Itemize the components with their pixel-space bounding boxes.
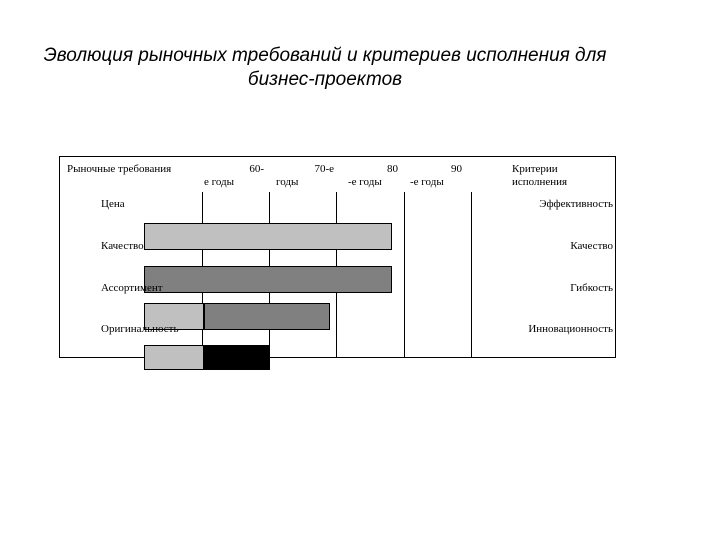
row-requirement-price: Цена: [101, 198, 125, 210]
diagram-title: [0, 44, 650, 92]
header-80s-line-1: 80: [387, 163, 398, 175]
header-criteria-line-2: исполнения: [512, 176, 568, 188]
header-90s-line-1: 90: [451, 163, 462, 175]
bar-quality-period: [144, 266, 392, 293]
row-criterion-efficiency: Эффективность: [539, 198, 613, 210]
header-performance-criteria: [512, 163, 567, 189]
row-requirement-quality: Качество: [101, 240, 144, 252]
header-market-requirements: Рыночные требования: [67, 163, 172, 175]
row-requirement-assortment: Ассортимент: [101, 282, 163, 294]
title-line-1: Эволюция рыночных требований и критериев исполнения для: [43, 45, 607, 66]
row-criterion-flexibility: Гибкость: [570, 282, 613, 294]
header-60s-line-1: 60-: [249, 163, 264, 175]
header-70s-line-1: 70-е: [314, 163, 334, 175]
grid-line-90s: [404, 192, 405, 358]
title-line-2: бизнес-проектов: [247, 69, 403, 90]
header-80s: [348, 163, 398, 189]
row-requirement-originality: Оригинальность: [101, 323, 179, 335]
header-60s: [204, 163, 264, 189]
header-80s-line-2: -е годы: [348, 176, 382, 188]
header-criteria-line-1: Критерии: [512, 163, 558, 175]
header-90s: [410, 163, 462, 189]
bar-originality-period: [204, 345, 270, 370]
grid-line-criteria: [471, 192, 472, 358]
bar-originality-early: [144, 345, 204, 370]
header-70s-line-2: годы: [276, 176, 299, 188]
bar-assortment-period: [204, 303, 330, 330]
row-criterion-innovation: Инновационность: [528, 323, 613, 335]
header-60s-line-2: е годы: [204, 176, 235, 188]
bar-price-period: [144, 223, 392, 250]
row-criterion-quality: Качество: [570, 240, 613, 252]
header-70s: [276, 163, 334, 189]
header-90s-line-2: -е годы: [410, 176, 444, 188]
